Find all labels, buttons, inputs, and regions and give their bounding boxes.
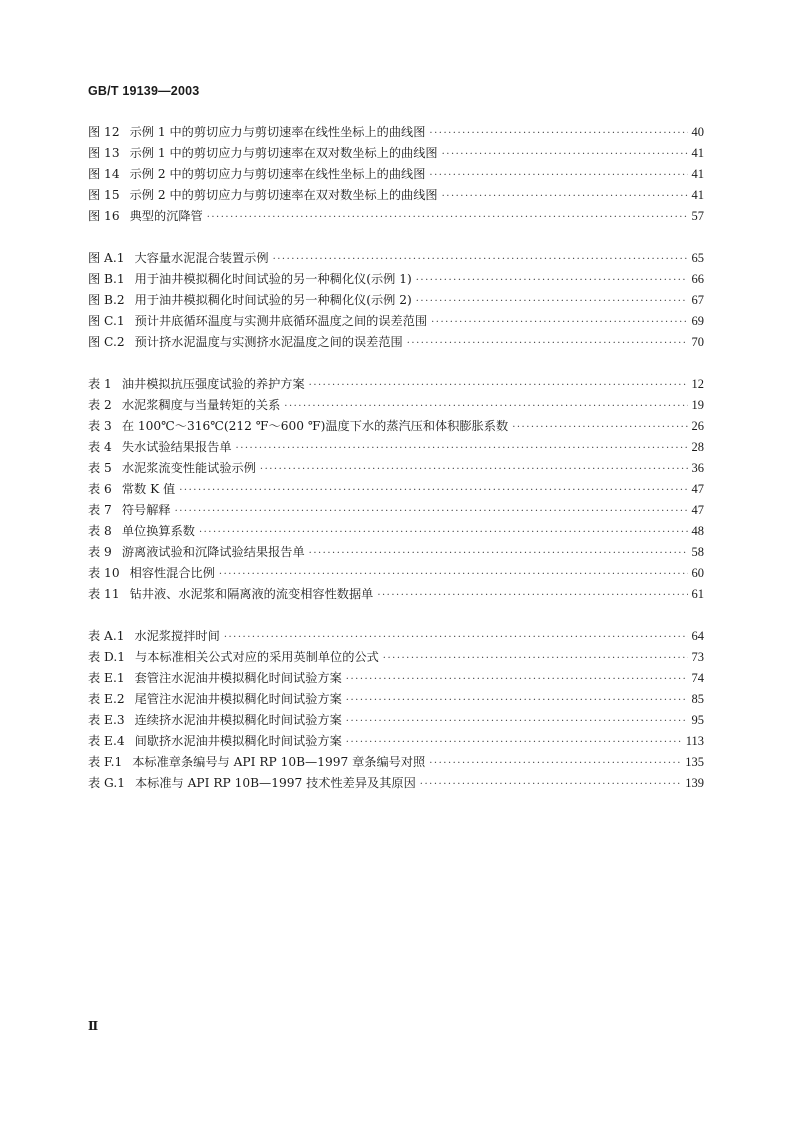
entry-title: 连续挤水泥油井模拟稠化时间试验方案 bbox=[134, 713, 342, 727]
figure-list-main bbox=[88, 122, 704, 227]
entry-label: 图 A.1 bbox=[88, 251, 125, 265]
entry-title: 失水试验结果报告单 bbox=[121, 440, 232, 454]
dot-leader bbox=[416, 291, 688, 312]
entry-page-number: 48 bbox=[691, 524, 704, 538]
toc-entry[interactable] bbox=[88, 500, 704, 521]
dot-leader bbox=[512, 417, 687, 438]
toc-entry[interactable] bbox=[88, 437, 704, 458]
entry-label: 图 B.2 bbox=[88, 293, 125, 307]
toc-entry[interactable] bbox=[88, 479, 704, 500]
entry-title: 示例 1 中的剪切应力与剪切速率在双对数坐标上的曲线图 bbox=[129, 146, 438, 160]
entry-label: 表 7 bbox=[88, 503, 112, 517]
entry-title: 水泥浆稠度与当量转矩的关系 bbox=[121, 398, 281, 412]
entry-label: 表 4 bbox=[88, 440, 112, 454]
entry-page-number: 41 bbox=[691, 146, 704, 160]
entry-page-number: 57 bbox=[691, 209, 704, 223]
entry-page-number: 65 bbox=[691, 251, 704, 265]
entry-title: 单位换算系数 bbox=[121, 524, 195, 538]
entry-page-number: 12 bbox=[691, 377, 704, 391]
entry-label: 表 G.1 bbox=[88, 776, 125, 790]
toc-entry[interactable] bbox=[88, 689, 704, 710]
toc-entry[interactable] bbox=[88, 647, 704, 668]
toc-entry[interactable] bbox=[88, 710, 704, 731]
entry-title: 游离液试验和沉降试验结果报告单 bbox=[121, 545, 305, 559]
entry-label: 表 8 bbox=[88, 524, 112, 538]
entry-label: 表 E.3 bbox=[88, 713, 125, 727]
entry-title: 间歇挤水泥油井模拟稠化时间试验方案 bbox=[134, 734, 342, 748]
toc-entry[interactable] bbox=[88, 290, 704, 311]
figure-list-annex bbox=[88, 248, 704, 353]
toc-entry[interactable] bbox=[88, 185, 704, 206]
dot-leader bbox=[179, 480, 687, 501]
table-list-main bbox=[88, 374, 704, 605]
entry-label: 图 13 bbox=[88, 146, 120, 160]
toc-entry[interactable] bbox=[88, 269, 704, 290]
entry-title: 示例 1 中的剪切应力与剪切速率在线性坐标上的曲线图 bbox=[129, 125, 426, 139]
entry-title: 用于油井模拟稠化时间试验的另一种稠化仪(示例 1) bbox=[134, 272, 412, 286]
dot-leader bbox=[199, 522, 688, 543]
entry-page-number: 60 bbox=[691, 566, 704, 580]
entry-label: 表 E.4 bbox=[88, 734, 125, 748]
entry-page-number: 95 bbox=[691, 713, 704, 727]
entry-label: 图 B.1 bbox=[88, 272, 125, 286]
dot-leader bbox=[284, 396, 687, 417]
table-list-annex bbox=[88, 626, 704, 794]
entry-label: 表 A.1 bbox=[88, 629, 125, 643]
dot-leader bbox=[377, 585, 687, 606]
entry-page-number: 66 bbox=[691, 272, 704, 286]
entry-label: 图 12 bbox=[88, 125, 120, 139]
entry-page-number: 41 bbox=[691, 188, 704, 202]
dot-leader bbox=[175, 501, 688, 522]
entry-label: 表 10 bbox=[88, 566, 120, 580]
toc-entry[interactable] bbox=[88, 584, 704, 605]
toc-entry[interactable] bbox=[88, 416, 704, 437]
entry-title: 本标准章条编号与 API RP 10B—1997 章条编号对照 bbox=[132, 755, 426, 769]
dot-leader bbox=[429, 753, 681, 774]
dot-leader bbox=[224, 627, 688, 648]
entry-label: 表 E.1 bbox=[88, 671, 125, 685]
entry-title: 大容量水泥混合装置示例 bbox=[134, 251, 269, 265]
toc-entry[interactable] bbox=[88, 731, 704, 752]
entry-title: 示例 2 中的剪切应力与剪切速率在双对数坐标上的曲线图 bbox=[129, 188, 438, 202]
dot-leader bbox=[383, 648, 688, 669]
entry-page-number: 28 bbox=[691, 440, 704, 454]
dot-leader bbox=[420, 774, 681, 795]
entry-label: 表 F.1 bbox=[88, 755, 123, 769]
toc-entry[interactable] bbox=[88, 374, 704, 395]
entry-title: 常数 K 值 bbox=[121, 482, 176, 496]
dot-leader bbox=[346, 690, 688, 711]
dot-leader bbox=[260, 459, 688, 480]
toc-entry[interactable] bbox=[88, 458, 704, 479]
entry-title: 预计井底循环温度与实测井底循环温度之间的误差范围 bbox=[134, 314, 428, 328]
toc-entry[interactable] bbox=[88, 773, 704, 794]
entry-title: 相容性混合比例 bbox=[129, 566, 215, 580]
dot-leader bbox=[273, 249, 688, 270]
dot-leader bbox=[309, 375, 688, 396]
entry-label: 表 2 bbox=[88, 398, 112, 412]
entry-title: 油井模拟抗压强度试验的养护方案 bbox=[121, 377, 305, 391]
dot-leader bbox=[309, 543, 688, 564]
entry-label: 图 16 bbox=[88, 209, 120, 223]
dot-leader bbox=[429, 123, 687, 144]
entry-page-number: 67 bbox=[691, 293, 704, 307]
toc-entry[interactable] bbox=[88, 563, 704, 584]
entry-title: 水泥浆流变性能试验示例 bbox=[121, 461, 256, 475]
entry-title: 在 100℃～316℃(212 ℉～600 ℉)温度下水的蒸汽压和体积膨胀系数 bbox=[121, 419, 509, 433]
entry-page-number: 47 bbox=[691, 503, 704, 517]
dot-leader bbox=[431, 312, 687, 333]
entry-label: 图 C.2 bbox=[88, 335, 125, 349]
entry-title: 套管注水泥油井模拟稠化时间试验方案 bbox=[134, 671, 342, 685]
dot-leader bbox=[442, 186, 688, 207]
entry-title: 用于油井模拟稠化时间试验的另一种稠化仪(示例 2) bbox=[134, 293, 412, 307]
toc-entry[interactable] bbox=[88, 395, 704, 416]
toc-entry[interactable] bbox=[88, 668, 704, 689]
entry-title: 与本标准相关公式对应的采用英制单位的公式 bbox=[135, 650, 379, 664]
entry-label: 图 15 bbox=[88, 188, 120, 202]
entry-page-number: 135 bbox=[685, 755, 704, 769]
toc-entry[interactable] bbox=[88, 248, 704, 269]
dot-leader bbox=[236, 438, 688, 459]
toc-entry[interactable] bbox=[88, 752, 704, 773]
entry-title: 本标准与 API RP 10B—1997 技术性差异及其原因 bbox=[135, 776, 416, 790]
entry-page-number: 70 bbox=[691, 335, 704, 349]
toc-entry[interactable] bbox=[88, 206, 704, 227]
entry-title: 钻井液、水泥浆和隔离液的流变相容性数据单 bbox=[129, 587, 374, 601]
dot-leader bbox=[346, 669, 688, 690]
entry-page-number: 40 bbox=[691, 125, 704, 139]
entry-label: 表 11 bbox=[88, 587, 120, 601]
entry-title: 典型的沉降管 bbox=[129, 209, 203, 223]
dot-leader bbox=[207, 207, 688, 228]
entry-page-number: 26 bbox=[691, 419, 704, 433]
entry-title: 尾管注水泥油井模拟稠化时间试验方案 bbox=[134, 692, 342, 706]
page-number-footer: Ⅱ bbox=[88, 1019, 99, 1033]
entry-label: 表 5 bbox=[88, 461, 112, 475]
entry-page-number: 85 bbox=[691, 692, 704, 706]
entry-title: 预计挤水泥温度与实测挤水泥温度之间的误差范围 bbox=[134, 335, 403, 349]
entry-label: 图 14 bbox=[88, 167, 120, 181]
toc-entry[interactable] bbox=[88, 164, 704, 185]
entry-page-number: 19 bbox=[691, 398, 704, 412]
entry-page-number: 64 bbox=[691, 629, 704, 643]
dot-leader bbox=[407, 333, 688, 354]
toc-entry[interactable] bbox=[88, 122, 704, 143]
entry-page-number: 139 bbox=[685, 776, 704, 790]
entry-page-number: 41 bbox=[691, 167, 704, 181]
entry-page-number: 69 bbox=[691, 314, 704, 328]
entry-label: 表 D.1 bbox=[88, 650, 126, 664]
entry-page-number: 58 bbox=[691, 545, 704, 559]
entry-label: 表 3 bbox=[88, 419, 112, 433]
dot-leader bbox=[416, 270, 688, 291]
entry-label: 表 E.2 bbox=[88, 692, 125, 706]
toc-entry[interactable] bbox=[88, 332, 704, 353]
toc-entry[interactable] bbox=[88, 143, 704, 164]
entry-page-number: 36 bbox=[691, 461, 704, 475]
dot-leader bbox=[429, 165, 687, 186]
entry-page-number: 74 bbox=[691, 671, 704, 685]
dot-leader bbox=[346, 732, 682, 753]
entry-page-number: 47 bbox=[691, 482, 704, 496]
entry-title: 示例 2 中的剪切应力与剪切速率在线性坐标上的曲线图 bbox=[129, 167, 426, 181]
entry-label: 图 C.1 bbox=[88, 314, 125, 328]
entry-label: 表 9 bbox=[88, 545, 112, 559]
dot-leader bbox=[219, 564, 688, 585]
toc-entry[interactable] bbox=[88, 521, 704, 542]
toc-entry[interactable] bbox=[88, 311, 704, 332]
entry-page-number: 73 bbox=[691, 650, 704, 664]
entry-page-number: 113 bbox=[685, 734, 704, 748]
dot-leader bbox=[346, 711, 688, 732]
entry-label: 表 1 bbox=[88, 377, 112, 391]
entry-title: 水泥浆搅拌时间 bbox=[134, 629, 220, 643]
entry-page-number: 61 bbox=[691, 587, 704, 601]
dot-leader bbox=[442, 144, 688, 165]
toc-entry[interactable] bbox=[88, 542, 704, 563]
toc-entry[interactable] bbox=[88, 626, 704, 647]
standard-code-header: GB/T 19139—2003 bbox=[88, 84, 200, 98]
entry-label: 表 6 bbox=[88, 482, 112, 496]
entry-title: 符号解释 bbox=[121, 503, 171, 517]
